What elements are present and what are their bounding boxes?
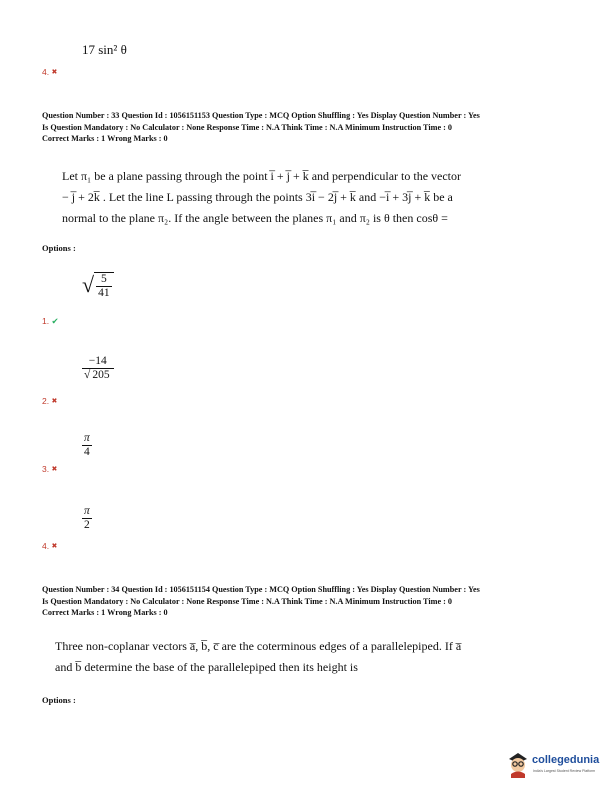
q33-question-text: [62, 166, 532, 229]
option-fraction: [82, 355, 114, 382]
logo-brand: collegedunia: [532, 754, 600, 766]
q33-option-1-value: [82, 272, 114, 301]
q33-meta: [42, 110, 582, 145]
q33-meta-line3: Correct Marks : 1 Wrong Marks : 0: [42, 134, 168, 143]
q33-text-line1: Let π₁ be a plane passing through the point i̅ + j̅ + k̅ and perpendicular to the vector: [62, 169, 461, 183]
option-numerator: 5: [100, 273, 107, 285]
q33-option-1-marker: [42, 316, 59, 327]
q34-question-text: [55, 636, 525, 678]
q33-text-line3: normal to the plane π₂. If the angle between the planes π₁ and π₂ is θ then cosθ =: [62, 211, 448, 225]
option-numerator: π: [84, 432, 90, 444]
q34-meta-line3: Correct Marks : 1 Wrong Marks : 0: [42, 608, 168, 617]
wrong-icon: ✖: [51, 466, 58, 473]
option-denominator: 205: [92, 369, 110, 381]
q34-meta-line2: Is Question Mandatory : No Calculator : None Response Time : N.A Think Time : N.A Minimum Instruction Time : 0: [42, 596, 453, 606]
wrong-icon: ✖: [51, 398, 58, 405]
option-denominator: 41: [98, 287, 110, 299]
option-number: 2.: [42, 396, 50, 406]
previous-option-marker: [42, 67, 57, 77]
wrong-icon: ✖: [51, 543, 58, 550]
option-fraction: [94, 272, 114, 300]
q33-meta-line1: Question Number : 33 Question Id : 1056151153 Question Type : MCQ Option Shuffling : Yes Display Question Number : Yes: [42, 111, 480, 120]
option-fraction: [82, 432, 92, 459]
correct-check-icon: ✔: [51, 316, 59, 326]
q33-options-label: Options :: [42, 243, 76, 253]
option-number: 1.: [42, 316, 50, 326]
option-numerator: −14: [88, 355, 107, 367]
logo-tagline: India's Largest Student Review Platform: [533, 769, 596, 773]
mascot-icon: [506, 750, 530, 778]
q33-text-line2: − j̅ + 2k̅ . Let the line L passing through the points 3i̅ − 2j̅ + k̅ and −i̅ + 3j̅ + k̅ be a: [62, 190, 453, 204]
q34-options-label: Options :: [42, 695, 76, 705]
q33-option-3-marker: [42, 464, 57, 474]
option-denominator-sqrt: [82, 368, 114, 382]
q34-text-line2: and b̅ determine the base of the parallelepiped then its height is: [55, 660, 358, 674]
q33-option-4-value: [82, 505, 92, 533]
wrong-icon: ✖: [51, 69, 58, 76]
option-number: 4.: [42, 541, 50, 551]
previous-option-expression: 17 sin² θ: [82, 42, 127, 57]
sqrt-icon: √: [82, 272, 95, 297]
collegedunia-logo: [506, 748, 606, 784]
option-number: 3.: [42, 464, 50, 474]
q33-option-3-value: [82, 432, 92, 460]
option-number: 4.: [42, 67, 50, 77]
q33-option-2-marker: [42, 396, 57, 406]
q34-meta-line1: Question Number : 34 Question Id : 1056151154 Question Type : MCQ Option Shuffling : Yes Display Question Number : Yes: [42, 585, 480, 594]
option-denominator: 4: [82, 445, 92, 459]
option-denominator: 2: [82, 518, 92, 532]
q34-meta: [42, 584, 582, 619]
q34-text-line1: Three non-coplanar vectors a̅, b̅, c̅ are the coterminous edges of a parallelepiped. If a̅: [55, 639, 462, 653]
q33-meta-line2: Is Question Mandatory : No Calculator : None Response Time : N.A Think Time : N.A Minimum Instruction Time : 0: [42, 122, 453, 132]
option-numerator: π: [84, 505, 90, 517]
sqrt-icon: √: [84, 369, 91, 381]
q33-option-4-marker: [42, 541, 57, 551]
option-fraction: [82, 505, 92, 532]
q33-option-2-value: [82, 355, 114, 383]
